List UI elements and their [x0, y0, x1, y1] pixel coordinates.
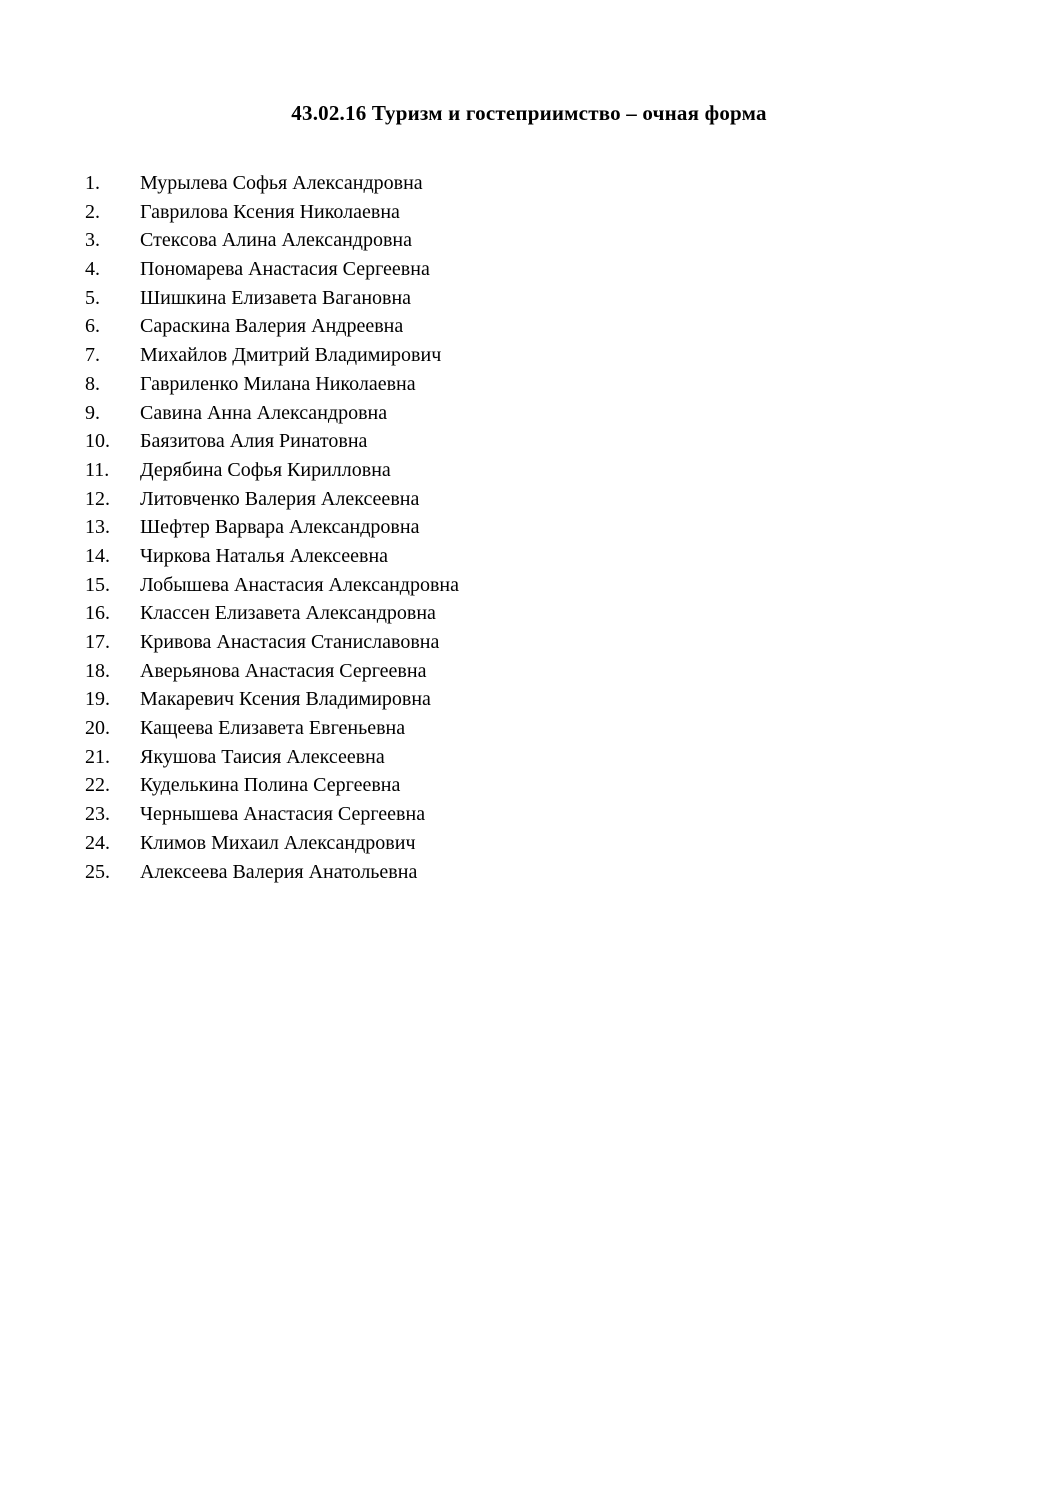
list-item-name: Аверьянова Анастасия Сергеевна — [140, 659, 427, 682]
list-item — [85, 226, 985, 255]
list-item — [85, 399, 985, 428]
list-item-name: Шишкина Елизавета Вагановна — [140, 286, 412, 309]
list-item-number: 11. — [85, 458, 110, 481]
list-item-number: 2. — [85, 200, 100, 223]
list-item — [85, 657, 985, 686]
list-item-number: 24. — [85, 831, 110, 854]
list-item-name: Литовченко Валерия Алексеевна — [140, 487, 420, 510]
list-item-number: 10. — [85, 430, 110, 453]
list-item-name: Сараскина Валерия Андреевна — [140, 315, 404, 338]
list-item-number: 20. — [85, 717, 110, 740]
list-item-name: Кривова Анастасия Станиславовна — [140, 631, 440, 653]
list-item — [85, 198, 985, 227]
list-item — [85, 284, 985, 313]
list-item-number: 13. — [85, 516, 110, 539]
list-item-number: 15. — [85, 573, 110, 596]
list-item — [85, 714, 985, 743]
list-item-number: 23. — [85, 803, 110, 826]
list-item-number: 8. — [85, 372, 100, 395]
list-item-name: Алексеева Валерия Анатольевна — [140, 860, 418, 883]
list-item-name: Гаврилова Ксения Николаевна — [140, 200, 400, 223]
list-item — [85, 456, 985, 485]
list-item — [85, 743, 985, 772]
list-item-number: 14. — [85, 544, 110, 567]
list-item-name: Дерябина Софья Кирилловна — [140, 458, 391, 481]
list-item-number: 18. — [85, 659, 110, 682]
list-item — [85, 169, 985, 198]
list-item — [85, 599, 985, 628]
list-item-number: 12. — [85, 487, 110, 510]
list-item — [85, 771, 985, 800]
list-item-number: 25. — [85, 860, 110, 883]
list-item — [85, 427, 985, 456]
list-item-name: Михайлов Дмитрий Владимирович — [140, 344, 442, 367]
list-item-name: Классен Елизавета Александровна — [140, 602, 436, 625]
list-item — [85, 255, 985, 284]
list-item — [85, 571, 985, 600]
list-item-name: Баязитова Алия Ринатовна — [140, 430, 368, 453]
list-item-name: Мурылева Софья Александровна — [140, 172, 423, 194]
list-item-number: 16. — [85, 602, 110, 625]
list-item-name: Стексова Алина Александровна — [140, 229, 412, 252]
list-item-number: 7. — [85, 344, 100, 367]
list-item-name: Пономарева Анастасия Сергеевна — [140, 258, 430, 281]
list-item — [85, 485, 985, 514]
list-item — [85, 858, 985, 887]
list-item-number: 6. — [85, 315, 100, 338]
list-item-name: Лобышева Анастасия Александровна — [140, 573, 459, 596]
list-item-name: Чернышева Анастасия Сергеевна — [140, 803, 426, 826]
list-item-name: Макаревич Ксения Владимировна — [140, 688, 431, 711]
list-item — [85, 685, 985, 714]
list-item-number: 1. — [85, 172, 100, 194]
list-item-name: Климов Михаил Александрович — [140, 831, 416, 854]
list-item-name: Савина Анна Александровна — [140, 401, 388, 424]
list-item-number: 19. — [85, 688, 110, 711]
list-item — [85, 370, 985, 399]
student-list — [85, 169, 985, 886]
document-title: 43.02.16 Туризм и гостеприимство – очная форма — [291, 101, 767, 125]
list-item — [85, 312, 985, 341]
list-item-number: 4. — [85, 258, 100, 281]
list-item-number: 17. — [85, 631, 110, 653]
list-item-name: Шефтер Варвара Александровна — [140, 516, 420, 539]
list-item-number: 21. — [85, 745, 110, 768]
list-item — [85, 800, 985, 829]
list-item-number: 3. — [85, 229, 100, 252]
list-item-name: Кащеева Елизавета Евгеньевна — [140, 717, 406, 740]
list-item-name: Чиркова Наталья Алексеевна — [140, 544, 389, 567]
list-item-name: Гавриленко Милана Николаевна — [140, 372, 416, 395]
list-item-number: 22. — [85, 774, 110, 797]
list-item — [85, 829, 985, 858]
list-item — [85, 513, 985, 542]
list-item — [85, 542, 985, 571]
list-item-number: 9. — [85, 401, 100, 424]
list-item-name: Куделькина Полина Сергеевна — [140, 774, 401, 797]
list-item-number: 5. — [85, 286, 100, 309]
list-item-name: Якушова Таисия Алексеевна — [140, 745, 385, 768]
list-item — [85, 628, 985, 657]
list-item — [85, 341, 985, 370]
